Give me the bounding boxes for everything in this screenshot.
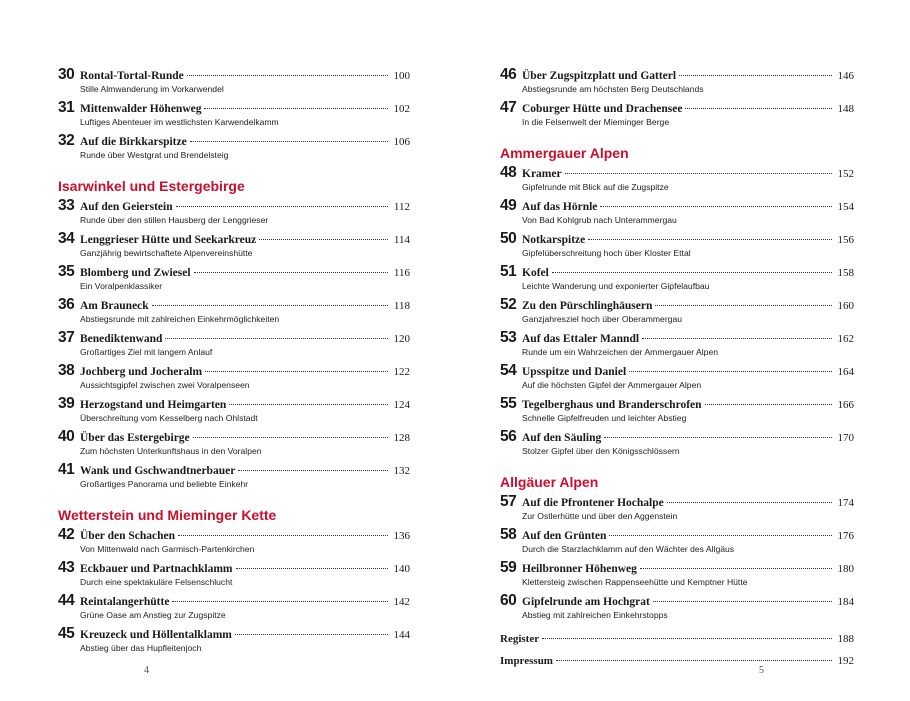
toc-entry	[58, 197, 410, 226]
tour-title: Auf den Grünten	[522, 530, 607, 542]
toc-entry	[500, 559, 854, 588]
toc-entry	[500, 526, 854, 555]
dot-leader	[600, 206, 831, 207]
page-number: 148	[837, 103, 854, 115]
page-number: 174	[837, 497, 854, 509]
toc-entry	[500, 395, 854, 424]
page-number: 162	[837, 333, 854, 345]
toc-entry-line	[58, 592, 410, 610]
toc-entry	[58, 263, 410, 292]
right-page-number: 5	[759, 665, 764, 676]
page-number: 154	[837, 201, 854, 213]
toc-entry	[500, 197, 854, 226]
toc-entry-line	[58, 230, 410, 248]
toc-entry	[500, 329, 854, 358]
page-number: 156	[837, 234, 854, 246]
tour-title: Lenggrieser Hütte und Seekarkreuz	[80, 234, 257, 246]
tour-number: 34	[58, 230, 75, 247]
tour-subtitle: Abstieg mit zahlreichen Einkehrstopps	[522, 610, 668, 620]
tour-subtitle: Zum höchsten Unterkunftshaus in den Voralpen	[80, 446, 262, 456]
tour-subtitle: Großartiges Ziel mit langem Anlauf	[80, 347, 213, 357]
page-number: 180	[837, 563, 854, 575]
dot-leader	[205, 371, 387, 372]
page-number: 170	[837, 432, 854, 444]
tour-number: 45	[58, 625, 75, 642]
dot-leader	[588, 239, 831, 240]
toc-entry-line	[500, 263, 854, 281]
right-page	[500, 66, 854, 673]
tour-title: Coburger Hütte und Drachensee	[522, 103, 683, 115]
page-number: 128	[393, 432, 410, 444]
dot-leader	[235, 634, 388, 635]
tour-title: Auf den Geierstein	[80, 201, 173, 213]
toc-entry-line	[58, 559, 410, 577]
tour-subtitle: Auf die höchsten Gipfel der Ammergauer Alpen	[522, 380, 702, 390]
dot-leader	[165, 338, 387, 339]
page-number: 142	[393, 596, 410, 608]
toc-entry	[58, 329, 410, 358]
tour-number: 33	[58, 197, 75, 214]
dot-leader	[640, 568, 832, 569]
toc-entry	[500, 99, 854, 128]
tour-title: Rontal-Tortal-Runde	[80, 70, 184, 82]
toc-entry	[58, 99, 410, 128]
dot-leader	[667, 502, 832, 503]
tour-number: 47	[500, 99, 517, 116]
dot-leader	[172, 601, 387, 602]
toc-entry-line	[500, 592, 854, 610]
tour-title: Auf das Hörnle	[522, 201, 598, 213]
tour-title: Kramer	[522, 168, 562, 180]
toc-entry-line	[500, 362, 854, 380]
tour-title: Auf den Säuling	[522, 432, 602, 444]
tour-title: Notkarspitze	[522, 234, 586, 246]
toc-entry-line	[58, 197, 410, 215]
toc-entry-line	[58, 461, 410, 479]
left-page-number: 4	[144, 665, 149, 676]
toc-entry	[500, 428, 854, 457]
tour-subtitle: Abstiegsrunde mit zahlreichen Einkehrmöglichkeiten	[80, 314, 280, 324]
toc-entry-line	[500, 230, 854, 248]
dot-leader	[238, 470, 387, 471]
page-number: 136	[393, 530, 410, 542]
tour-subtitle: Von Bad Kohlgrub nach Unterammergau	[522, 215, 677, 225]
tour-subtitle: Stille Almwanderung im Vorkarwendel	[80, 84, 224, 94]
tour-number: 44	[58, 592, 75, 609]
tour-title: Am Brauneck	[80, 300, 149, 312]
toc-entry-line	[58, 263, 410, 281]
toc-entry-line	[500, 296, 854, 314]
page-number: 158	[837, 267, 854, 279]
tour-number: 52	[500, 296, 517, 313]
tour-title: Tegelberghaus und Branderschrofen	[522, 399, 702, 411]
toc-entry	[58, 592, 410, 621]
toc-entry	[58, 132, 410, 161]
dot-leader	[604, 437, 831, 438]
section-heading: Ammergauer Alpen	[500, 145, 629, 161]
page-number: 176	[837, 530, 854, 542]
tour-subtitle: Von Mittenwald nach Garmisch-Partenkirchen	[80, 544, 255, 554]
tour-number: 32	[58, 132, 75, 149]
toc-extra-line	[500, 633, 854, 651]
tour-title: Über das Estergebirge	[80, 432, 190, 444]
toc-entry	[58, 230, 410, 259]
dot-leader	[236, 568, 388, 569]
tour-title: Heilbronner Höhenweg	[522, 563, 637, 575]
dot-leader	[194, 272, 388, 273]
tour-subtitle: Durch die Starzlachklamm auf den Wächter des Allgäus	[522, 544, 735, 554]
toc-entry	[58, 362, 410, 391]
page-number: 122	[393, 366, 410, 378]
toc-entry	[58, 66, 410, 95]
toc-entry-line	[58, 66, 410, 84]
dot-leader	[542, 638, 831, 639]
toc-entry	[500, 230, 854, 259]
toc-entry	[500, 493, 854, 522]
tour-subtitle: Klettersteig zwischen Rappenseehütte und Kemptner Hütte	[522, 577, 748, 587]
page-number: 102	[393, 103, 410, 115]
tour-number: 51	[500, 263, 517, 280]
tour-number: 36	[58, 296, 75, 313]
tour-title: Jochberg und Jocheralm	[80, 366, 203, 378]
tour-title: Auf die Pfrontener Hochalpe	[522, 497, 664, 509]
page-number: 164	[837, 366, 854, 378]
tour-title: Auf die Birkkarspitze	[80, 136, 187, 148]
page-number: 160	[837, 300, 854, 312]
dot-leader	[629, 371, 831, 372]
page-number: 152	[837, 168, 854, 180]
tour-number: 35	[58, 263, 75, 280]
dot-leader	[705, 404, 832, 405]
tour-subtitle: Gipfelüberschreitung hoch über Kloster Ettal	[522, 248, 691, 258]
toc-entry	[500, 592, 854, 621]
toc-entry-line	[58, 296, 410, 314]
dot-leader	[556, 660, 832, 661]
tour-number: 31	[58, 99, 75, 116]
tour-number: 50	[500, 230, 517, 247]
toc-entry-line	[500, 428, 854, 446]
page-number: 132	[393, 465, 410, 477]
tour-subtitle: Großartiges Panorama und beliebte Einkehr	[80, 479, 249, 489]
extra-title: Register	[500, 633, 540, 645]
toc-entry	[500, 362, 854, 391]
toc-entry	[58, 428, 410, 457]
tour-number: 60	[500, 592, 517, 609]
tour-subtitle: Aussichtsgipfel zwischen zwei Voralpenseen	[80, 380, 250, 390]
page-number: 112	[393, 201, 410, 213]
section-heading: Allgäuer Alpen	[500, 474, 599, 490]
tour-subtitle: Abstiegsrunde am höchsten Berg Deutschlands	[522, 84, 704, 94]
tour-subtitle: Stolzer Gipfel über den Königsschlössern	[522, 446, 680, 456]
page-number: 100	[393, 70, 410, 82]
toc-entry	[500, 296, 854, 325]
toc-entry	[58, 395, 410, 424]
toc-entry-line	[500, 395, 854, 413]
tour-number: 53	[500, 329, 517, 346]
toc-entry	[58, 461, 410, 490]
toc-entry-line	[500, 559, 854, 577]
page-number: 146	[837, 70, 854, 82]
tour-subtitle: Abstieg über das Hupfleitenjoch	[80, 643, 202, 653]
tour-number: 56	[500, 428, 517, 445]
toc-entry-line	[58, 428, 410, 446]
toc-entry	[58, 526, 410, 555]
dot-leader	[653, 601, 832, 602]
tour-number: 48	[500, 164, 517, 181]
toc-entry-line	[58, 329, 410, 347]
tour-subtitle: Ganzjährig bewirtschaftete Alpenvereinshütte	[80, 248, 253, 258]
tour-subtitle: Durch eine spektakuläre Felsenschlucht	[80, 577, 233, 587]
tour-subtitle: In die Felsenwelt der Mieminger Berge	[522, 117, 670, 127]
tour-title: Kofel	[522, 267, 549, 279]
dot-leader	[176, 206, 388, 207]
dot-leader	[679, 75, 831, 76]
dot-leader	[193, 437, 388, 438]
tour-subtitle: Ganzjahresziel hoch über Oberammergau	[522, 314, 683, 324]
toc-entry-line	[500, 329, 854, 347]
left-page	[58, 66, 410, 658]
tour-title: Über den Schachen	[80, 530, 175, 542]
tour-number: 54	[500, 362, 517, 379]
dot-leader	[609, 535, 831, 536]
tour-title: Wank und Gschwandtnerbauer	[80, 465, 236, 477]
tour-title: Benediktenwand	[80, 333, 163, 345]
tour-number: 40	[58, 428, 75, 445]
tour-number: 37	[58, 329, 75, 346]
section-heading: Wetterstein und Mieminger Kette	[58, 507, 277, 523]
tour-number: 49	[500, 197, 517, 214]
tour-subtitle: Runde über Westgrat und Brendelsteig	[80, 150, 229, 160]
page-number: 166	[837, 399, 854, 411]
tour-title: Zu den Pürschlinghäusern	[522, 300, 653, 312]
tour-subtitle: Ein Voralpenklassiker	[80, 281, 163, 291]
tour-title: Upsspitze und Daniel	[522, 366, 627, 378]
tour-number: 58	[500, 526, 517, 543]
tour-title: Eckbauer und Partnachklamm	[80, 563, 233, 575]
tour-subtitle: Runde um ein Wahrzeichen der Ammergauer Alpen	[522, 347, 719, 357]
dot-leader	[552, 272, 832, 273]
toc-entry	[500, 164, 854, 193]
section-heading: Isarwinkel und Estergebirge	[58, 178, 245, 194]
dot-leader	[152, 305, 388, 306]
dot-leader	[655, 305, 831, 306]
page-number: 106	[393, 136, 410, 148]
tour-subtitle: Grüne Oase am Anstieg zur Zugspitze	[80, 610, 226, 620]
tour-subtitle: Gipfelrunde mit Blick auf die Zugspitze	[522, 182, 669, 192]
page-number: 118	[393, 300, 410, 312]
toc-entry	[500, 66, 854, 95]
tour-number: 59	[500, 559, 517, 576]
dot-leader	[642, 338, 831, 339]
toc-entry-line	[500, 164, 854, 182]
tour-number: 30	[58, 66, 75, 83]
dot-leader	[229, 404, 387, 405]
dot-leader	[685, 108, 831, 109]
tour-number: 46	[500, 66, 517, 83]
toc-entry	[58, 625, 410, 654]
page-number: 124	[393, 399, 410, 411]
toc-entry-line	[58, 132, 410, 150]
tour-subtitle: Luftiges Abenteuer im westlichsten Karwendelkamm	[80, 117, 279, 127]
toc-entry	[58, 559, 410, 588]
tour-subtitle: Schnelle Gipfelfreuden und leichter Abstieg	[522, 413, 687, 423]
tour-title: Herzogstand und Heimgarten	[80, 399, 227, 411]
toc-entry	[500, 263, 854, 292]
dot-leader	[259, 239, 388, 240]
dot-leader	[187, 75, 388, 76]
page-number: 144	[393, 629, 410, 641]
toc-entry-line	[500, 197, 854, 215]
dot-leader	[178, 535, 388, 536]
tour-number: 42	[58, 526, 75, 543]
tour-subtitle: Runde über den stillen Hausberg der Lenggrieser	[80, 215, 269, 225]
tour-title: Auf das Ettaler Manndl	[522, 333, 640, 345]
toc-entry-line	[58, 526, 410, 544]
toc-entry-line	[500, 99, 854, 117]
page-number: 114	[393, 234, 410, 246]
toc-entry-line	[500, 66, 854, 84]
tour-title: Mittenwalder Höhenweg	[80, 103, 202, 115]
tour-title: Blomberg und Zwiesel	[80, 267, 191, 279]
tour-title: Gipfelrunde am Hochgrat	[522, 596, 650, 608]
extra-title: Impressum	[500, 655, 553, 667]
toc-entry-line	[500, 493, 854, 511]
tour-title: Reintalangerhütte	[80, 596, 170, 608]
page-number: 192	[837, 655, 854, 667]
page-number: 188	[837, 633, 854, 645]
dot-leader	[565, 173, 832, 174]
page-number: 120	[393, 333, 410, 345]
page-number: 184	[837, 596, 854, 608]
tour-number: 41	[58, 461, 75, 478]
tour-subtitle: Leichte Wanderung und exponierter Gipfelaufbau	[522, 281, 710, 291]
tour-number: 38	[58, 362, 75, 379]
tour-title: Kreuzeck und Höllentalklamm	[80, 629, 232, 641]
toc-entry-line	[58, 395, 410, 413]
tour-title: Über Zugspitzplatt und Gatterl	[522, 70, 677, 82]
toc-entry-line	[58, 99, 410, 117]
toc-entry	[58, 296, 410, 325]
tour-subtitle: Überschreitung vom Kesselberg nach Ohlstadt	[80, 413, 258, 423]
tour-number: 57	[500, 493, 517, 510]
page-number: 140	[393, 563, 410, 575]
toc-entry-line	[500, 526, 854, 544]
toc-extra-line	[500, 655, 854, 673]
toc-entry-line	[58, 625, 410, 643]
tour-number: 43	[58, 559, 75, 576]
tour-number: 55	[500, 395, 517, 412]
page-number: 116	[393, 267, 410, 279]
tour-subtitle: Zur Ostlerhütte und über den Aggenstein	[522, 511, 678, 521]
toc-entry-line	[58, 362, 410, 380]
tour-number: 39	[58, 395, 75, 412]
dot-leader	[204, 108, 387, 109]
dot-leader	[190, 141, 388, 142]
